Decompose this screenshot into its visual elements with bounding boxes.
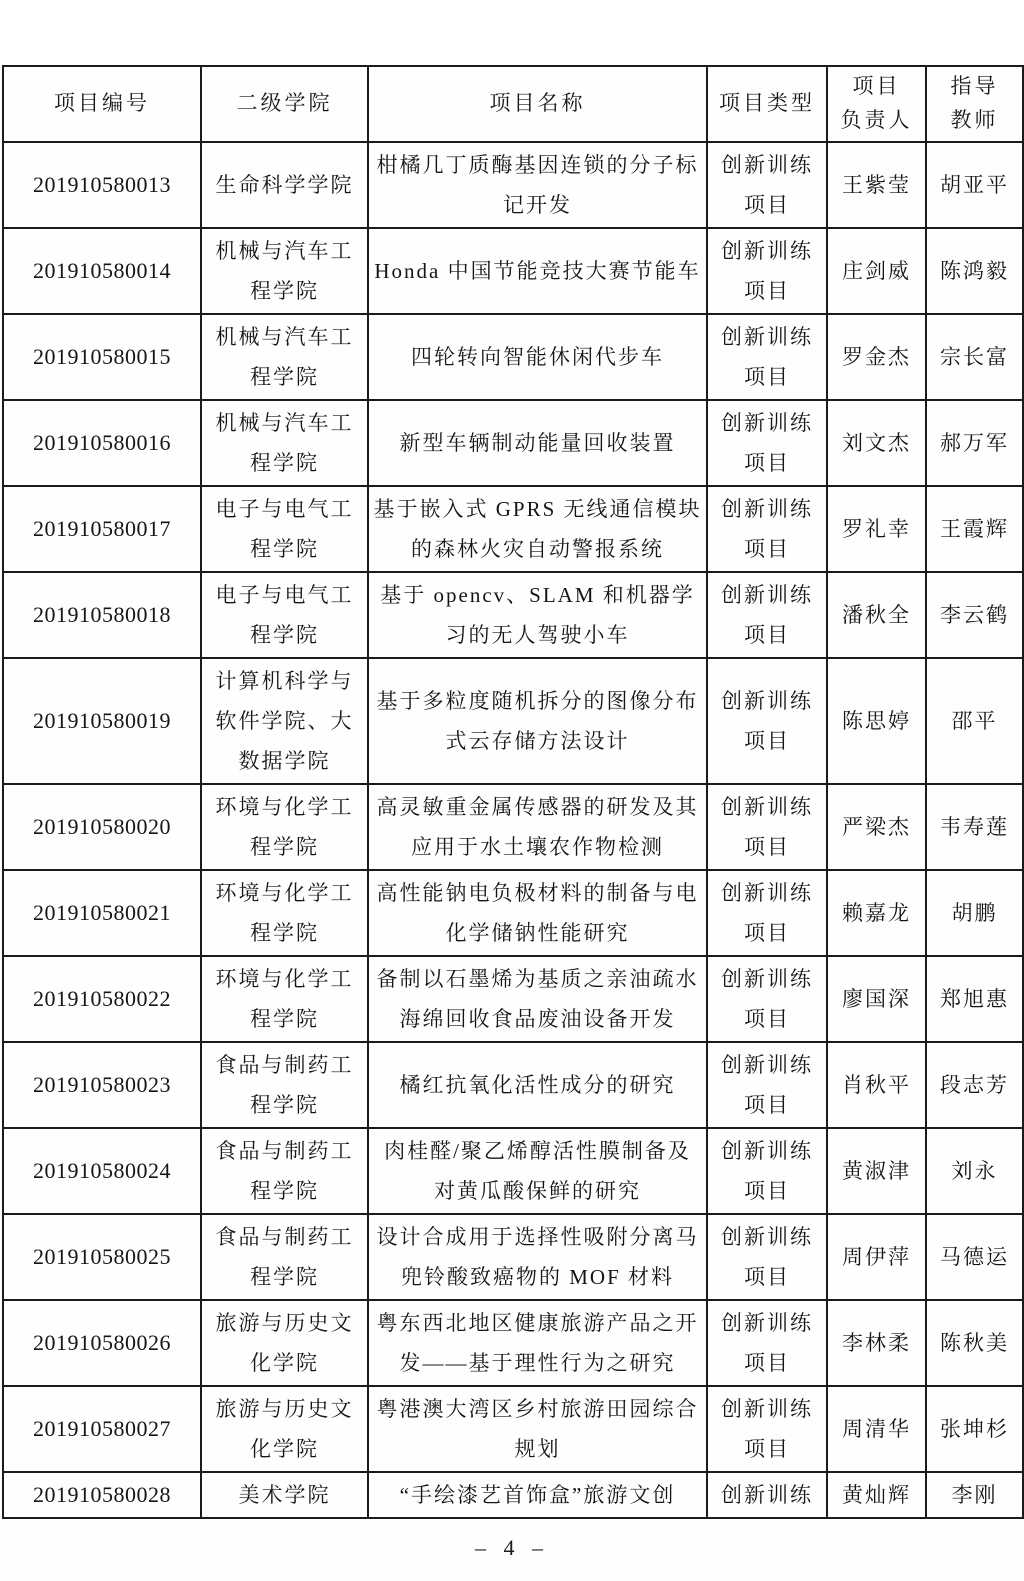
cell-type: 创新训练项目 [707, 228, 827, 314]
cell-teacher: 胡鹏 [926, 870, 1023, 956]
table-row [3, 1386, 1023, 1472]
cell-college: 机械与汽车工程学院 [201, 314, 368, 400]
cell-college: 食品与制药工程学院 [201, 1128, 368, 1214]
table-row [3, 1214, 1023, 1300]
cell-name: 新型车辆制动能量回收装置 [368, 400, 707, 486]
cell-name: 四轮转向智能休闲代步车 [368, 314, 707, 400]
table-header [3, 66, 1023, 142]
cell-college: 环境与化学工程学院 [201, 956, 368, 1042]
cell-leader: 肖秋平 [827, 1042, 926, 1128]
cell-type: 创新训练 [707, 1472, 827, 1518]
table-row [3, 956, 1023, 1042]
project-table [2, 65, 1024, 1519]
cell-name: 粤东西北地区健康旅游产品之开发——基于理性行为之研究 [368, 1300, 707, 1386]
cell-type: 创新训练项目 [707, 1386, 827, 1472]
table-row [3, 228, 1023, 314]
cell-teacher: 李云鹤 [926, 572, 1023, 658]
table-row [3, 142, 1023, 228]
cell-type: 创新训练项目 [707, 142, 827, 228]
cell-type: 创新训练项目 [707, 870, 827, 956]
cell-college: 食品与制药工程学院 [201, 1042, 368, 1128]
cell-college: 食品与制药工程学院 [201, 1214, 368, 1300]
cell-type: 创新训练项目 [707, 1128, 827, 1214]
table-row [3, 486, 1023, 572]
cell-leader: 罗金杰 [827, 314, 926, 400]
cell-leader: 周清华 [827, 1386, 926, 1472]
cell-id: 201910580021 [3, 870, 201, 956]
cell-teacher: 段志芳 [926, 1042, 1023, 1128]
cell-type: 创新训练项目 [707, 1300, 827, 1386]
cell-name: 肉桂醛/聚乙烯醇活性膜制备及对黄瓜酸保鲜的研究 [368, 1128, 707, 1214]
cell-type: 创新训练项目 [707, 400, 827, 486]
header-row [3, 66, 1023, 142]
table-row [3, 1042, 1023, 1128]
table-row [3, 870, 1023, 956]
cell-id: 201910580015 [3, 314, 201, 400]
cell-college: 旅游与历史文化学院 [201, 1386, 368, 1472]
cell-type: 创新训练项目 [707, 784, 827, 870]
cell-id: 201910580017 [3, 486, 201, 572]
cell-name: Honda 中国节能竞技大赛节能车 [368, 228, 707, 314]
cell-id: 201910580019 [3, 658, 201, 784]
cell-teacher: 张坤杉 [926, 1386, 1023, 1472]
table-row [3, 572, 1023, 658]
header-id: 项目编号 [3, 66, 201, 142]
cell-id: 201910580013 [3, 142, 201, 228]
cell-college: 生命科学学院 [201, 142, 368, 228]
cell-id: 201910580026 [3, 1300, 201, 1386]
cell-leader: 赖嘉龙 [827, 870, 926, 956]
cell-name: 备制以石墨烯为基质之亲油疏水海绵回收食品废油设备开发 [368, 956, 707, 1042]
cell-college: 电子与电气工程学院 [201, 572, 368, 658]
cell-id: 201910580024 [3, 1128, 201, 1214]
cell-leader: 庄剑威 [827, 228, 926, 314]
cell-name: 基于嵌入式 GPRS 无线通信模块的森林火灾自动警报系统 [368, 486, 707, 572]
cell-name: 柑橘几丁质酶基因连锁的分子标记开发 [368, 142, 707, 228]
table-row [3, 400, 1023, 486]
cell-teacher: 刘永 [926, 1128, 1023, 1214]
cell-name: “手绘漆艺首饰盒”旅游文创 [368, 1472, 707, 1518]
table-row [3, 658, 1023, 784]
table-row [3, 314, 1023, 400]
cell-leader: 周伊萍 [827, 1214, 926, 1300]
cell-name: 橘红抗氧化活性成分的研究 [368, 1042, 707, 1128]
cell-leader: 刘文杰 [827, 400, 926, 486]
cell-teacher: 韦寿莲 [926, 784, 1023, 870]
cell-leader: 潘秋全 [827, 572, 926, 658]
cell-name: 设计合成用于选择性吸附分离马兜铃酸致癌物的 MOF 材料 [368, 1214, 707, 1300]
cell-teacher: 宗长富 [926, 314, 1023, 400]
page-number: – 4 – [475, 1535, 549, 1560]
cell-college: 电子与电气工程学院 [201, 486, 368, 572]
cell-leader: 黄淑津 [827, 1128, 926, 1214]
cell-leader: 廖国深 [827, 956, 926, 1042]
cell-id: 201910580022 [3, 956, 201, 1042]
cell-college: 旅游与历史文化学院 [201, 1300, 368, 1386]
cell-id: 201910580020 [3, 784, 201, 870]
cell-type: 创新训练项目 [707, 1042, 827, 1128]
cell-type: 创新训练项目 [707, 1214, 827, 1300]
cell-teacher: 胡亚平 [926, 142, 1023, 228]
cell-name: 高性能钠电负极材料的制备与电化学储钠性能研究 [368, 870, 707, 956]
cell-college: 机械与汽车工程学院 [201, 228, 368, 314]
cell-leader: 王紫莹 [827, 142, 926, 228]
cell-type: 创新训练项目 [707, 956, 827, 1042]
cell-teacher: 李刚 [926, 1472, 1023, 1518]
header-teacher: 指导 教师 [926, 66, 1023, 142]
cell-leader: 陈思婷 [827, 658, 926, 784]
cell-id: 201910580018 [3, 572, 201, 658]
cell-id: 201910580014 [3, 228, 201, 314]
cell-leader: 黄灿辉 [827, 1472, 926, 1518]
document-page [0, 65, 1024, 1581]
cell-id: 201910580023 [3, 1042, 201, 1128]
cell-teacher: 郝万军 [926, 400, 1023, 486]
cell-college: 美术学院 [201, 1472, 368, 1518]
cell-college: 计算机科学与软件学院、大数据学院 [201, 658, 368, 784]
cell-college: 环境与化学工程学院 [201, 870, 368, 956]
cell-teacher: 王霞辉 [926, 486, 1023, 572]
table-body [3, 142, 1023, 1518]
cell-leader: 李林柔 [827, 1300, 926, 1386]
header-type: 项目类型 [707, 66, 827, 142]
cell-id: 201910580025 [3, 1214, 201, 1300]
cell-name: 基于多粒度随机拆分的图像分布式云存储方法设计 [368, 658, 707, 784]
header-leader: 项目 负责人 [827, 66, 926, 142]
cell-leader: 罗礼幸 [827, 486, 926, 572]
cell-type: 创新训练项目 [707, 572, 827, 658]
cell-leader: 严梁杰 [827, 784, 926, 870]
cell-id: 201910580028 [3, 1472, 201, 1518]
table-row [3, 784, 1023, 870]
cell-teacher: 马德运 [926, 1214, 1023, 1300]
cell-teacher: 郑旭惠 [926, 956, 1023, 1042]
cell-type: 创新训练项目 [707, 314, 827, 400]
cell-name: 粤港澳大湾区乡村旅游田园综合规划 [368, 1386, 707, 1472]
cell-type: 创新训练项目 [707, 486, 827, 572]
cell-name: 高灵敏重金属传感器的研发及其应用于水土壤农作物检测 [368, 784, 707, 870]
cell-college: 环境与化学工程学院 [201, 784, 368, 870]
cell-teacher: 陈秋美 [926, 1300, 1023, 1386]
cell-type: 创新训练项目 [707, 658, 827, 784]
cell-teacher: 陈鸿毅 [926, 228, 1023, 314]
table-row [3, 1300, 1023, 1386]
header-college: 二级学院 [201, 66, 368, 142]
cell-name: 基于 opencv、SLAM 和机器学习的无人驾驶小车 [368, 572, 707, 658]
header-name: 项目名称 [368, 66, 707, 142]
cell-id: 201910580016 [3, 400, 201, 486]
table-row [3, 1472, 1023, 1518]
cell-teacher: 邵平 [926, 658, 1023, 784]
cell-id: 201910580027 [3, 1386, 201, 1472]
table-row [3, 1128, 1023, 1214]
cell-college: 机械与汽车工程学院 [201, 400, 368, 486]
